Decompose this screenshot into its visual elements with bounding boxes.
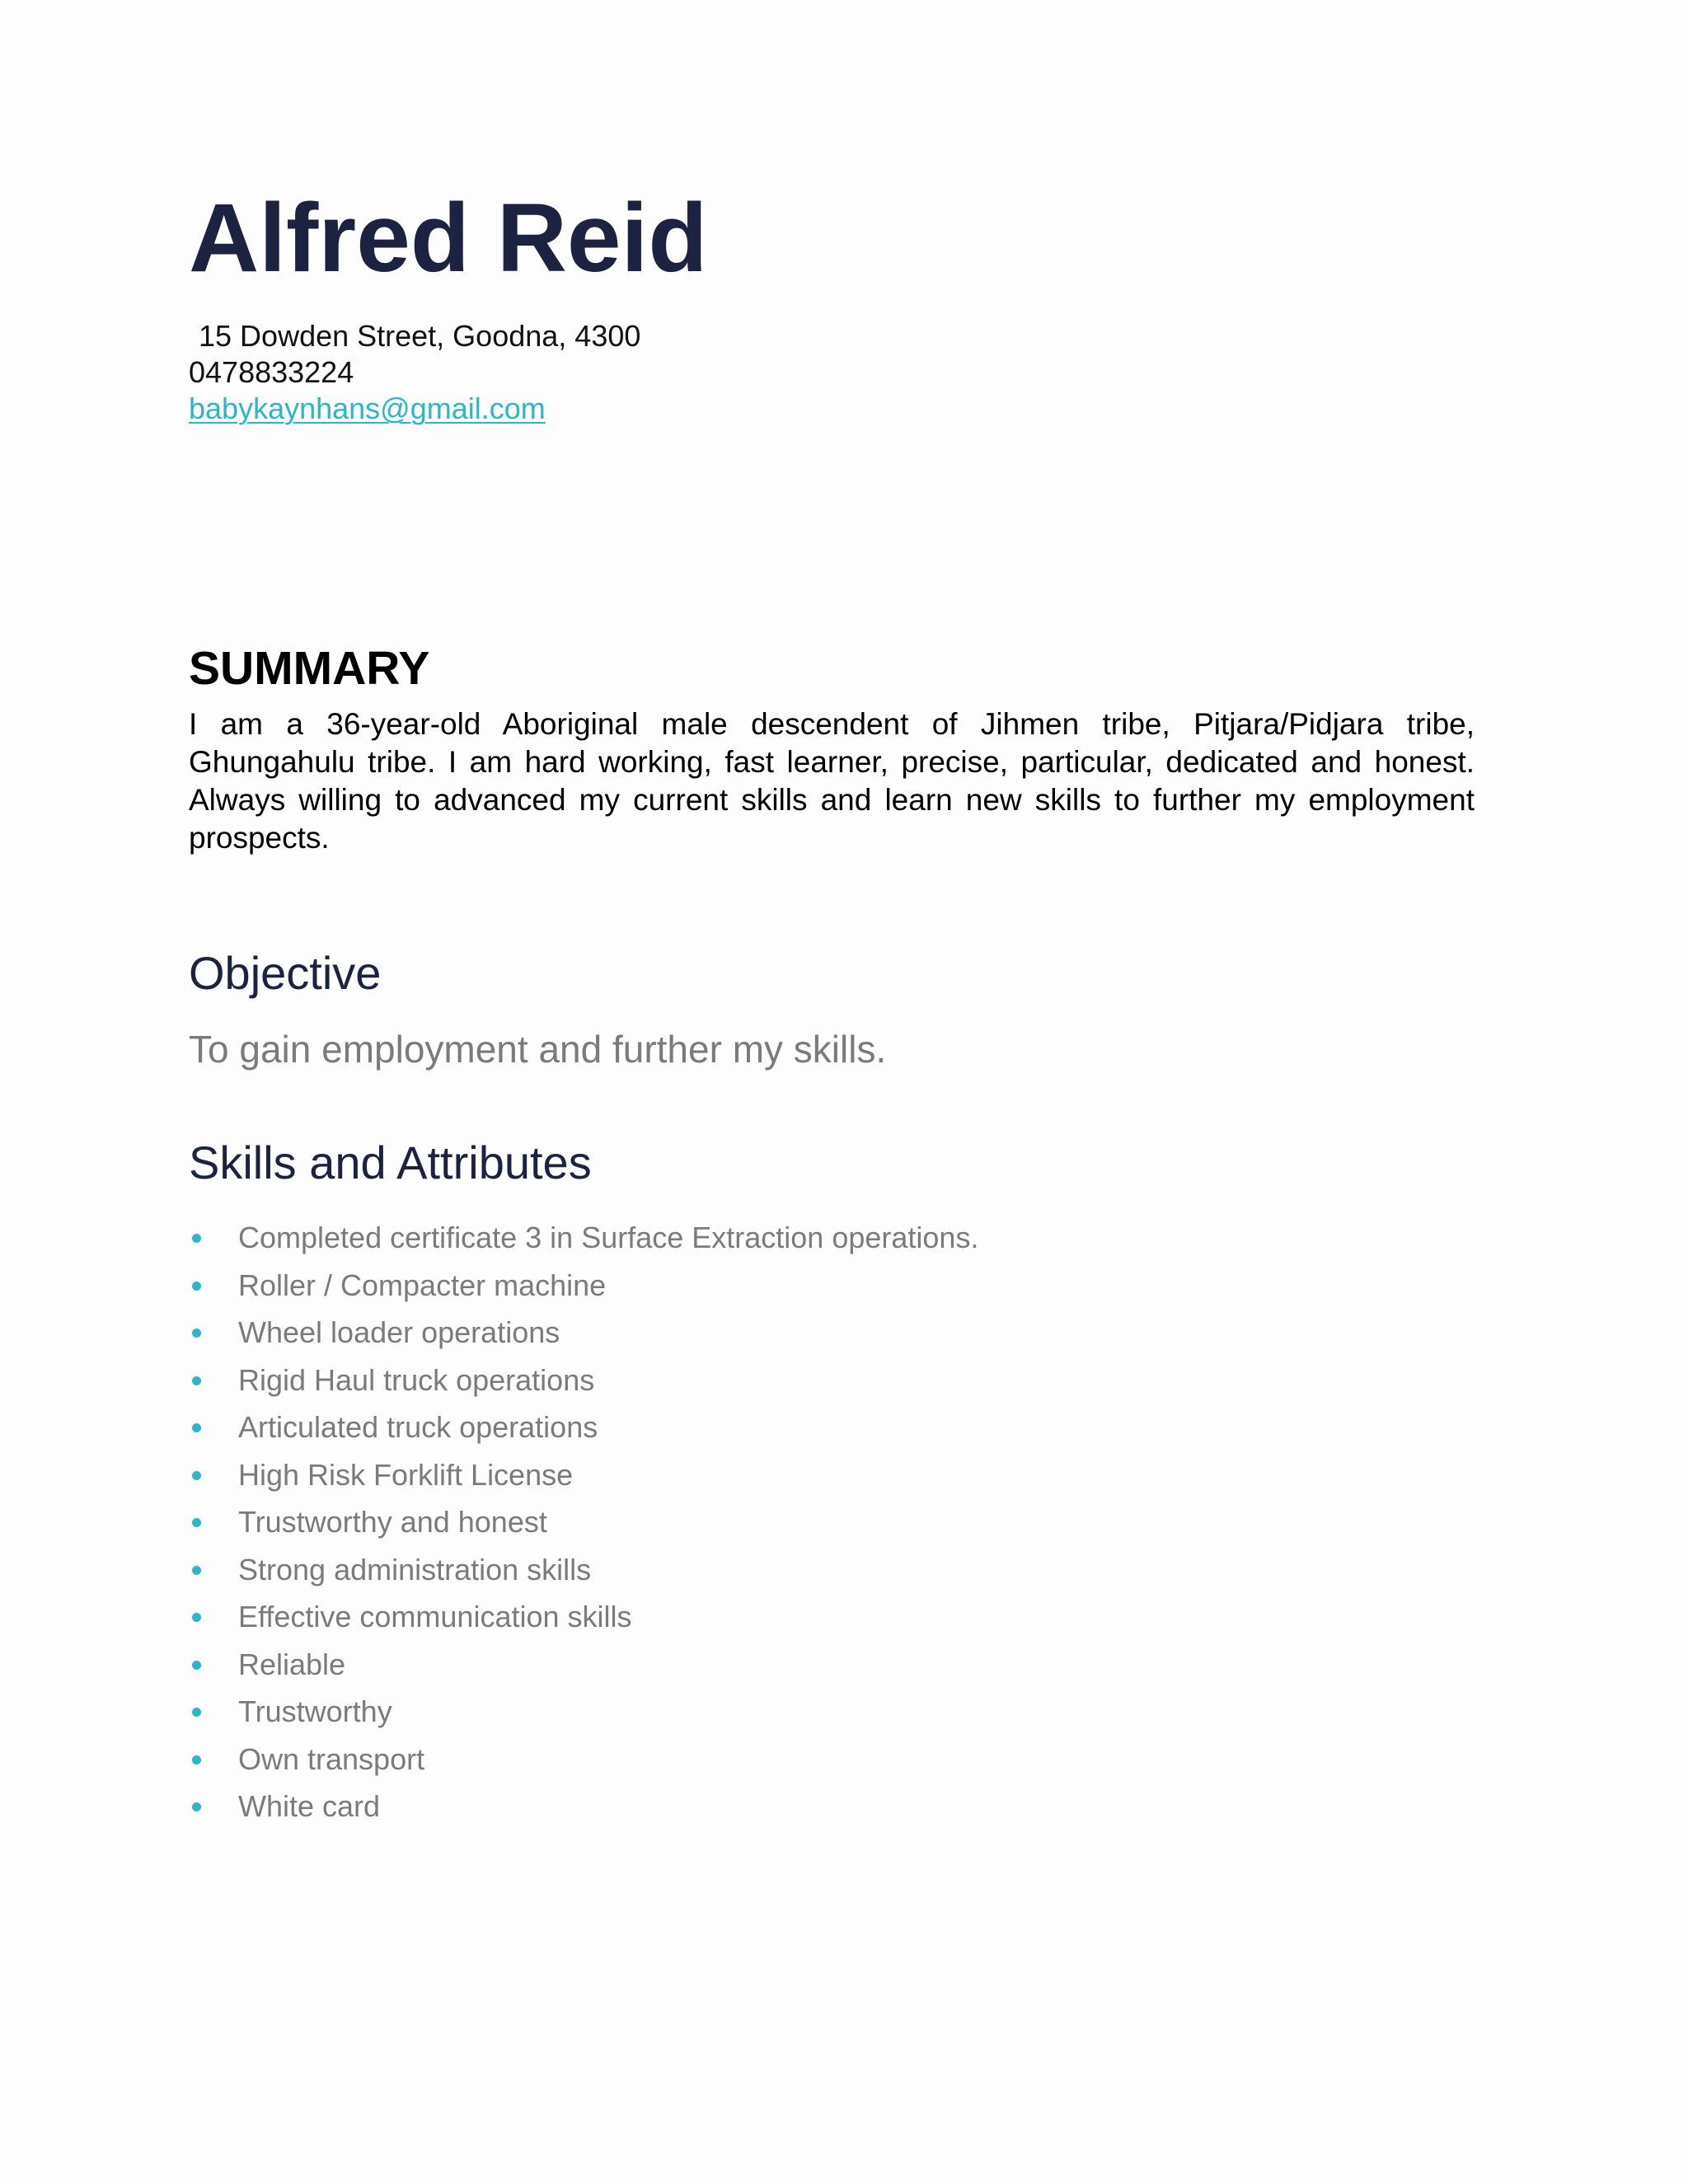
skill-item (189, 1359, 978, 1407)
skills-list (189, 1216, 978, 1833)
bullet-dot-icon (192, 1661, 201, 1670)
bullet-dot-icon (192, 1376, 201, 1385)
skill-item-label: Effective communication skills (238, 1600, 632, 1633)
summary-heading: SUMMARY (189, 642, 430, 695)
skill-item-label: Reliable (238, 1647, 346, 1681)
skill-item-label: Articulated truck operations (238, 1410, 598, 1444)
bullet-dot-icon (192, 1755, 201, 1765)
bullet-dot-icon (192, 1234, 201, 1243)
skill-item-label: Strong administration skills (238, 1552, 592, 1586)
skill-item (189, 1501, 978, 1549)
skill-item (189, 1643, 978, 1691)
skill-item-label: White card (238, 1789, 381, 1823)
skill-item (189, 1785, 978, 1833)
skill-item (189, 1549, 978, 1596)
objective-text: To gain employment and further my skills. (189, 1028, 887, 1071)
contact-block (189, 318, 640, 427)
skill-item (189, 1406, 978, 1454)
bullet-dot-icon (192, 1802, 201, 1811)
skill-item-label: High Risk Forklift License (238, 1457, 574, 1492)
skill-item (189, 1738, 978, 1786)
contact-email-link[interactable]: babykaynhans@gmail.com (189, 391, 546, 425)
skill-item (189, 1454, 978, 1502)
skill-item (189, 1596, 978, 1643)
contact-phone: 0478833224 (189, 355, 354, 389)
skill-item-label: Completed certificate 3 in Surface Extraction operations. (238, 1221, 979, 1254)
skill-item-label: Own transport (238, 1741, 425, 1776)
skill-item-label: Trustworthy (238, 1694, 392, 1728)
summary-text: I am a 36-year-old Aboriginal male descendent of Jihmen tribe, Pitjara/Pidjara tribe, Ghungahulu tribe. I am hard working, fast learner, precise, particular, dedicated and honest. Always willing to advanced my current skills and learn new skills to further my employment prospects. (189, 707, 1475, 855)
contact-address: 15 Dowden Street, Goodna, 4300 (199, 319, 641, 353)
bullet-dot-icon (192, 1518, 201, 1527)
skill-item-label: Roller / Compacter machine (238, 1268, 607, 1302)
skill-item-label: Trustworthy and honest (238, 1505, 547, 1539)
skills-heading: Skills and Attributes (189, 1137, 592, 1188)
bullet-dot-icon (192, 1471, 201, 1480)
skill-item (189, 1264, 978, 1312)
bullet-dot-icon (192, 1708, 201, 1717)
skill-item (189, 1690, 978, 1738)
skill-item (189, 1311, 978, 1359)
skill-item-label: Wheel loader operations (238, 1315, 560, 1349)
skill-item-label: Rigid Haul truck operations (238, 1362, 595, 1397)
bullet-dot-icon (192, 1566, 201, 1575)
skill-item (189, 1216, 978, 1264)
objective-heading: Objective (189, 947, 382, 999)
bullet-dot-icon (192, 1282, 201, 1291)
bullet-dot-icon (192, 1613, 201, 1622)
bullet-dot-icon (192, 1423, 201, 1432)
bullet-dot-icon (192, 1329, 201, 1338)
candidate-name: Alfred Reid (189, 184, 708, 293)
